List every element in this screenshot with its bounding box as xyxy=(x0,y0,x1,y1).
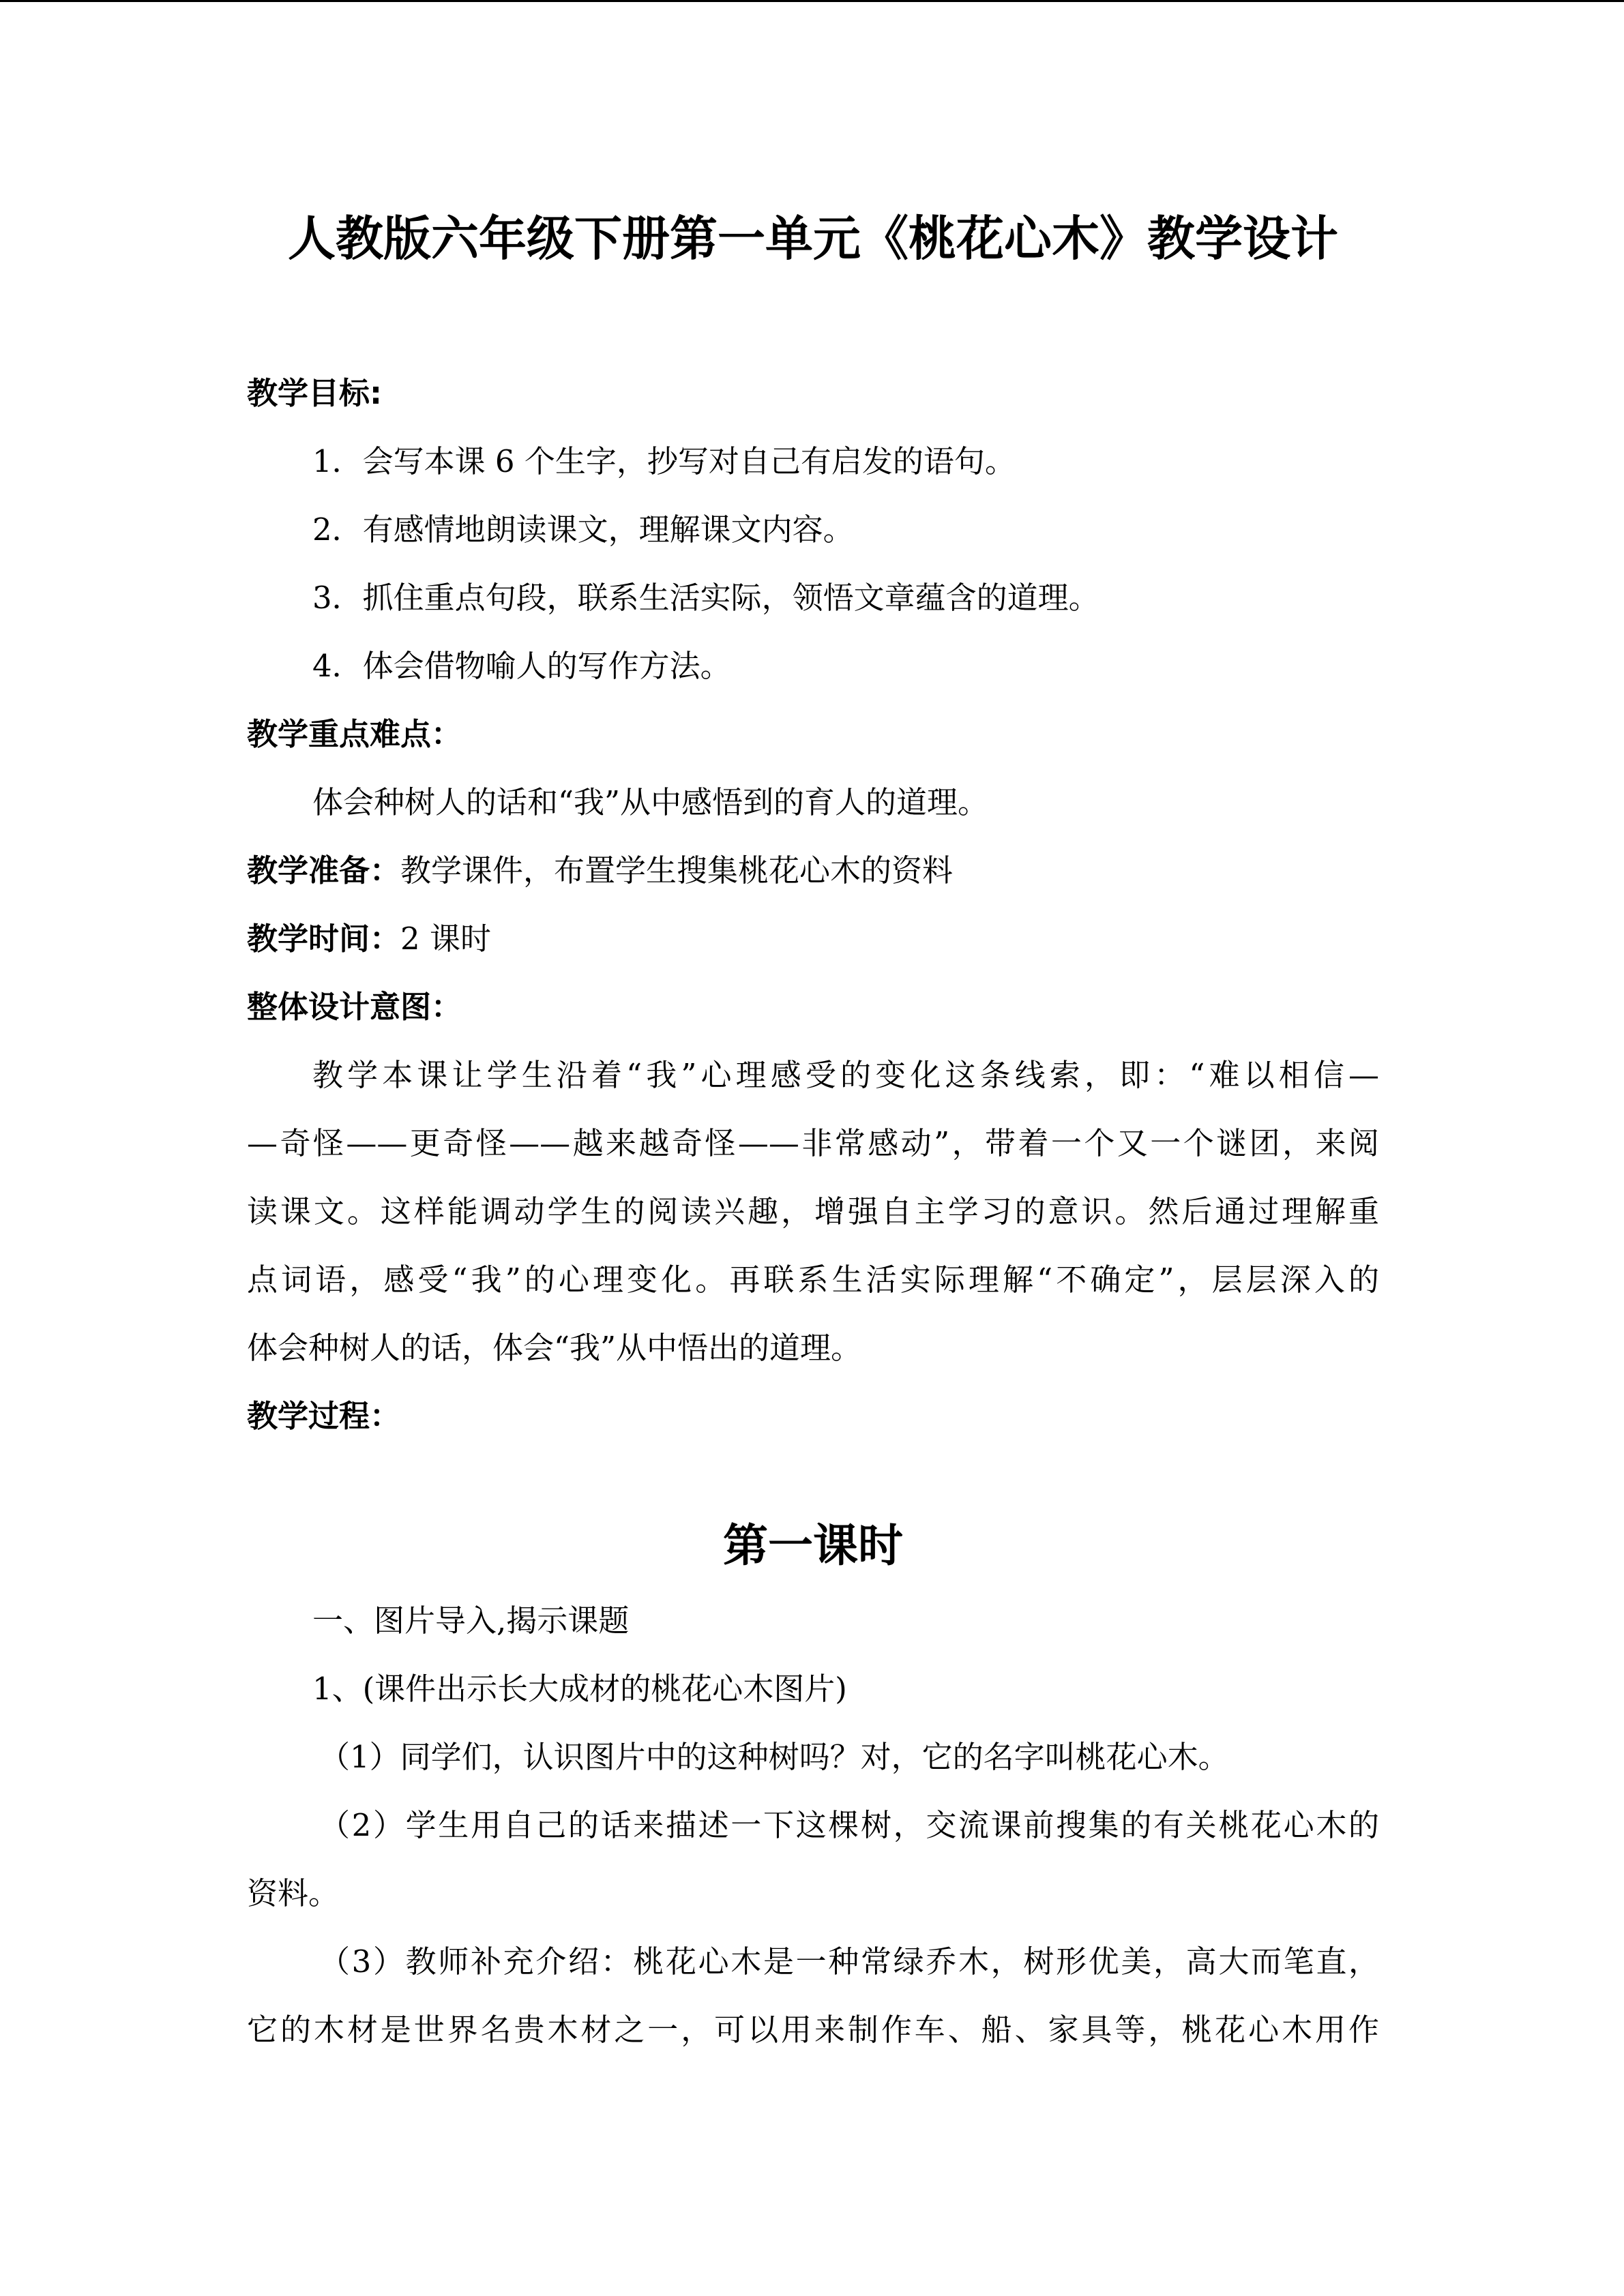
preparation-text: 教学课件，布置学生搜集桃花心木的资料 xyxy=(400,852,954,889)
time-text: 2 课时 xyxy=(400,921,491,957)
lesson-1-step-1: 一、图片导入,揭示课题 xyxy=(312,1602,630,1639)
top-border-rule xyxy=(0,0,1624,2)
key-points-heading: 教学重点难点： xyxy=(247,716,462,752)
lesson-1-question-2-line-2: 资料。 xyxy=(247,1875,340,1911)
time-line xyxy=(247,919,1379,959)
objectives-heading: 教学目标: xyxy=(247,375,382,411)
key-points-text: 体会种树人的话和“我”从中感悟到的育人的道理。 xyxy=(312,784,989,820)
lesson-1-question-2-line-1: （2）学生用自己的话来描述一下这棵树，交流课前搜集的有关桃花心木的 xyxy=(319,1807,1379,1843)
objective-item-1: 1．会写本课 6 个生字，抄写对自己有启发的语句。 xyxy=(312,443,1016,479)
lesson-1-question-1: （1）同学们，认识图片中的这种树吗？对，它的名字叫桃花心木。 xyxy=(319,1739,1229,1775)
preparation-line xyxy=(247,850,1379,891)
design-intent-line-5: 体会种树人的话，体会“我”从中悟出的道理。 xyxy=(247,1330,862,1366)
objective-item-3: 3．抓住重点句段，联系生活实际，领悟文章蕴含的道理。 xyxy=(312,580,1099,616)
design-intent-line-3: 读课文。这样能调动学生的阅读兴趣，增强自主学习的意识。然后通过理解重 xyxy=(247,1193,1379,1229)
lesson-1-question-3-line-2: 它的木材是世界名贵木材之一，可以用来制作车、船、家具等，桃花心木用作 xyxy=(247,2012,1379,2048)
design-intent-line-1: 教学本课让学生沿着“我”心理感受的变化这条线索，即：“难以相信— xyxy=(312,1057,1379,1093)
design-intent-line-2: —奇怪——更奇怪——越来越奇怪——非常感动”，带着一个又一个谜团，来阅 xyxy=(247,1125,1379,1161)
document-title: 人教版六年级下册第一单元《桃花心木》教学设计 xyxy=(288,211,1338,267)
preparation-label: 教学准备： xyxy=(247,852,401,889)
process-heading: 教学过程： xyxy=(247,1398,401,1434)
objective-item-4: 4．体会借物喻人的写作方法。 xyxy=(312,648,731,684)
lesson-1-sub-1: 1、(课件出示长大成材的桃花心木图片) xyxy=(312,1671,847,1707)
design-intent-heading: 整体设计意图： xyxy=(247,989,462,1025)
time-label: 教学时间： xyxy=(247,921,401,957)
lesson-1-question-3-line-1: （3）教师补充介绍：桃花心木是一种常绿乔木，树形优美，高大而笔直， xyxy=(319,1943,1379,1980)
design-intent-line-4: 点词语，感受“我”的心理变化。再联系生活实际理解“不确定”，层层深入的 xyxy=(247,1262,1379,1298)
objective-item-2: 2．有感情地朗读课文，理解课文内容。 xyxy=(312,511,854,548)
lesson-1-title: 第一课时 xyxy=(723,1519,903,1572)
